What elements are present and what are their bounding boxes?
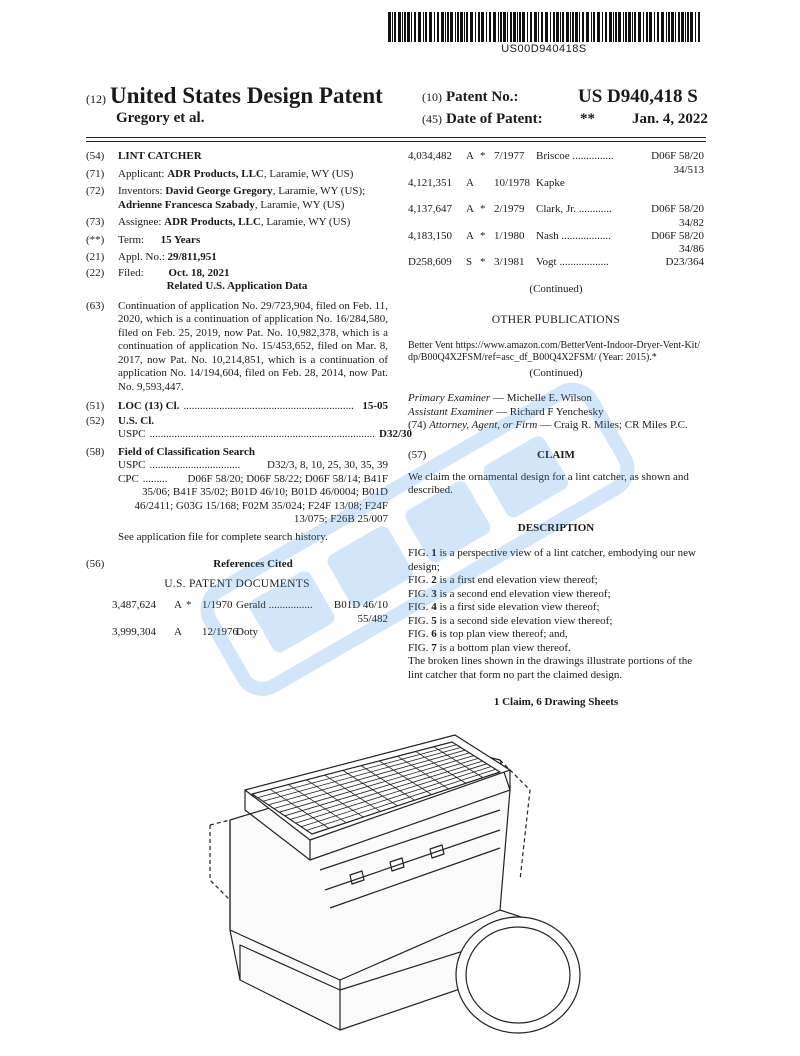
barcode-bar xyxy=(623,12,624,42)
figure-label: FIG. xyxy=(408,587,432,600)
barcode-bar xyxy=(646,12,648,42)
barcode-bar xyxy=(553,12,555,42)
reference-k: A xyxy=(174,625,182,638)
barcode-bar xyxy=(690,12,693,42)
left-reference-list xyxy=(86,599,388,652)
other-publications-heading: OTHER PUBLICATIONS xyxy=(491,314,621,326)
claim-text: We claim the ornamental design for a lint catcher, as shown and described. xyxy=(408,470,689,496)
reference-cl: D06F 58/20 xyxy=(651,150,704,162)
figure-number: 7 xyxy=(431,641,437,654)
barcode-bar xyxy=(388,12,391,42)
claim-heading: CLAIM xyxy=(537,448,575,461)
figure-number: 2 xyxy=(431,574,437,586)
continuation-text: Continuation of application No. 29/723,904, filed on Feb. 11, 2020, which is a continuation of application No. 16/284,580, filed on Feb. 25, 2019, now Pat. No. 10,982,378, which is a continuation of application No. 15/453,652, filed on Mar. 8, 2017, now Pat. No. 10,214,851, which is a continuation of application No. 14/194,604, filed on Feb. 28, 2014, now Pat. No. 9,593,447. xyxy=(118,299,388,393)
barcode-bar xyxy=(634,12,636,42)
field-cpc-value: D06F 58/20; D06F 58/22; D06F 58/14; B41F 35/06; B41F 35/02; B01D 46/10; B01D 46/0004; B01D 46/2411; G03G 15/168; F02M 35/024; F24F 13/08; F24F 13/075; F26B 25/007 xyxy=(134,472,388,525)
term-row: (**) Term: 15 Years xyxy=(86,233,201,246)
reference-k: A xyxy=(466,229,474,242)
barcode-bar xyxy=(609,12,612,42)
barcode-bar xyxy=(470,12,473,42)
barcode-bar xyxy=(570,12,571,42)
primary-examiner: Primary Examiner — Michelle E. Wilson xyxy=(408,392,592,404)
barcode-bar xyxy=(500,12,502,42)
patent-date-line xyxy=(422,111,708,128)
patent-type-code: (12) xyxy=(86,92,106,106)
reference-k: A xyxy=(466,150,474,162)
reference-st: * xyxy=(480,203,486,215)
figure-text: is top plan view thereof; and, xyxy=(436,628,568,640)
left-column xyxy=(86,150,413,652)
reference-secondary-class: 34/86 xyxy=(678,243,704,255)
barcode-bar xyxy=(560,12,561,42)
barcode-bar xyxy=(698,12,700,42)
barcode-bar xyxy=(618,12,621,42)
figure-label: FIG. xyxy=(408,628,432,640)
appl-number: 29/811,951 xyxy=(167,251,217,263)
reference-dt: 1/1980 xyxy=(494,229,525,242)
reference-dt: 7/1977 xyxy=(494,150,525,162)
figure-text: is a first side elevation view thereof; xyxy=(436,601,600,613)
barcode-bar xyxy=(566,12,569,42)
barcode-bar xyxy=(530,12,532,42)
assistant-examiner: Assistant Examiner — Richard F Yenchesky xyxy=(408,405,604,418)
figure-description xyxy=(408,642,704,656)
barcode-bar xyxy=(404,12,406,42)
barcode-number: US00D940418S xyxy=(501,43,587,55)
barcode-bar xyxy=(671,12,674,42)
applicant-row: (71) Applicant: ADR Products, LLC, Laramie, WY (US) xyxy=(86,167,354,180)
barcode-bar xyxy=(545,12,548,42)
reference-no: 3,999,304 xyxy=(112,625,156,638)
barcode-bar xyxy=(632,12,633,42)
barcode-bar xyxy=(475,12,476,42)
applicant-name: ADR Products, LLC xyxy=(167,167,264,180)
reference-st: * xyxy=(480,229,486,242)
barcode-bar xyxy=(486,12,487,42)
barcode-bar xyxy=(527,12,528,42)
reference-nm: Briscoe ............... xyxy=(536,150,614,162)
reference-cl: B01D 46/10 xyxy=(333,599,388,611)
reference-dt: 3/1981 xyxy=(494,256,525,268)
barcode-bar xyxy=(649,12,652,42)
barcode-bar xyxy=(418,12,421,42)
reference-secondary-class: 55/482 xyxy=(357,612,388,625)
reference-k: A xyxy=(174,599,182,611)
barcode-bar xyxy=(575,12,578,42)
field-row: (58) Field of Classification Search xyxy=(86,445,255,458)
attorney: (74) Attorney, Agent, or Firm — Craig R. Miles; CR Miles P.C. xyxy=(408,419,688,431)
reference-st: * xyxy=(480,150,486,162)
description-heading: DESCRIPTION xyxy=(517,521,595,534)
reference-nm: Vogt .................. xyxy=(536,256,609,268)
barcode-bar xyxy=(478,12,480,42)
figure-text: is a second end elevation view thereof; xyxy=(436,587,611,600)
reference-secondary-class xyxy=(408,270,704,283)
barcode-bar xyxy=(685,12,686,42)
lint-catcher-drawing xyxy=(200,730,720,1050)
reference-no: 4,137,647 xyxy=(408,203,452,215)
reference-row xyxy=(86,626,388,640)
barcode-bar xyxy=(534,12,537,42)
reference-row xyxy=(408,177,704,191)
barcode-bar xyxy=(425,12,427,42)
barcode-bar xyxy=(513,12,516,42)
barcode-bar xyxy=(460,12,463,42)
barcode-bar xyxy=(455,12,456,42)
barcode-bar xyxy=(445,12,446,42)
inventors-row: (72) Inventors: David George Gregory, Laramie, WY (US); Adrienne Francesca Szabady, Laramie, WY (US) xyxy=(86,185,366,211)
reference-row xyxy=(408,150,704,164)
barcode-bar xyxy=(510,12,512,42)
figure-label: FIG. xyxy=(408,614,432,627)
figure-description xyxy=(408,628,704,642)
figure-label: FIG. xyxy=(408,601,432,613)
figure-label: FIG. xyxy=(408,641,432,654)
inventor-2: Adrienne Francesca Szabady xyxy=(118,198,255,211)
barcode-bar xyxy=(392,12,393,42)
barcode-bar xyxy=(625,12,627,42)
other-publications-text: Better Vent https://www.amazon.com/BetterVent-Indoor-Dryer-Vent-Kit/dp/B00Q4X2FSM/ref=asc_df_B00Q4X2FSM/ (Year: 2015).* xyxy=(408,339,701,363)
figure-number: 5 xyxy=(431,614,437,627)
barcode-bar xyxy=(550,12,551,42)
barcode-bar xyxy=(687,12,689,42)
barcode-bar xyxy=(414,12,416,42)
barcode-bar xyxy=(394,12,396,42)
barcode-bar xyxy=(489,12,491,42)
filed-row: (22) Filed: Oct. 18, 2021 xyxy=(86,266,230,279)
barcode xyxy=(388,12,700,42)
right-reference-list xyxy=(408,150,704,283)
barcode-bar xyxy=(466,12,468,42)
patent-number: US D940,418 S xyxy=(578,86,698,107)
barcode-bar xyxy=(675,12,676,42)
barcode-bar xyxy=(519,12,521,42)
barcode-bar xyxy=(562,12,564,42)
term-value: 15 Years xyxy=(160,233,201,246)
barcode-bar xyxy=(481,12,484,42)
figure-text: is a perspective view of a lint catcher, embodying our new design; xyxy=(408,547,696,573)
claim-heading-row: (57) CLAIM xyxy=(408,449,704,465)
reference-no: D258,609 xyxy=(408,256,452,268)
barcode-bar xyxy=(457,12,459,42)
title-row: (54) LINT CATCHER xyxy=(86,150,388,164)
figure-text: is a bottom plan view thereof. xyxy=(436,641,571,654)
barcode-bar xyxy=(517,12,518,42)
barcode-bar xyxy=(450,12,453,42)
barcode-bar xyxy=(638,12,641,42)
patent-title: LINT CATCHER xyxy=(118,150,202,162)
reference-dt: 1/1970 xyxy=(202,599,233,611)
assignee-row: (73) Assignee: ADR Products, LLC, Laramie, WY (US) xyxy=(86,216,351,228)
patent-date: Jan. 4, 2022 xyxy=(632,111,708,127)
patent-date-code: (45) xyxy=(422,112,442,126)
figure-number: 4 xyxy=(431,601,437,613)
reference-no: 3,487,624 xyxy=(112,599,156,611)
barcode-bar xyxy=(503,12,506,42)
reference-st: * xyxy=(186,599,192,611)
reference-cl: D23/364 xyxy=(665,256,704,268)
continued-1: (Continued) xyxy=(529,282,583,295)
refs-heading: References Cited xyxy=(213,558,293,570)
filed-date: Oct. 18, 2021 xyxy=(168,266,230,279)
inventor-short: Gregory et al. xyxy=(116,110,205,126)
barcode-bar xyxy=(678,12,680,42)
us-patent-docs-heading: U.S. PATENT DOCUMENTS xyxy=(164,577,310,590)
header-rule-thin xyxy=(86,141,706,142)
barcode-bar xyxy=(661,12,664,42)
reference-dt: 10/1978 xyxy=(494,176,531,189)
reference-secondary-class: 34/513 xyxy=(673,163,704,176)
barcode-bar xyxy=(447,12,449,42)
reference-cl: D06F 58/20 xyxy=(651,203,704,215)
barcode-bar xyxy=(597,12,600,42)
reference-nm: Kapke xyxy=(536,176,565,189)
barcode-bar xyxy=(411,12,412,42)
barcode-bar xyxy=(605,12,607,42)
barcode-bar xyxy=(507,12,508,42)
appl-row: (21) Appl. No.: 29/811,951 xyxy=(86,251,217,263)
reference-dt: 2/1979 xyxy=(494,203,525,215)
reference-row xyxy=(408,230,704,244)
barcode-bar xyxy=(695,12,696,42)
figure-list xyxy=(408,547,704,655)
right-column xyxy=(408,150,704,710)
reference-no: 4,034,482 xyxy=(408,150,452,162)
field-uspc-value: D32/3, 8, 10, 25, 30, 35, 39 xyxy=(267,459,388,471)
barcode-bar xyxy=(681,12,684,42)
barcode-bar xyxy=(586,12,589,42)
barcode-bar xyxy=(657,12,659,42)
reference-nm: Clark, Jr. ............ xyxy=(536,203,612,215)
barcode-bar xyxy=(423,12,424,42)
reference-no: 4,121,351 xyxy=(408,176,452,189)
reference-secondary-class xyxy=(86,639,388,652)
assignee-name: ADR Products, LLC xyxy=(164,216,261,228)
patent-type-title: United States Design Patent xyxy=(110,83,383,108)
barcode-bar xyxy=(493,12,496,42)
reference-k: A xyxy=(466,176,474,189)
barcode-bar xyxy=(628,12,631,42)
related-heading: Related U.S. Application Data xyxy=(166,280,308,292)
barcode-bar xyxy=(654,12,655,42)
barcode-bar xyxy=(541,12,543,42)
figure-number: 3 xyxy=(431,587,437,600)
reference-row xyxy=(408,203,704,217)
figure-description xyxy=(408,547,704,574)
barcode-bar xyxy=(429,12,432,42)
figure-text: is a first end elevation view thereof; xyxy=(436,574,598,586)
reference-k: S xyxy=(466,256,473,268)
continuation-row: (63) Continuation of application No. 29/723,904, filed on Feb. 11, 2020, which is a continuation of application No. 16/284,580, filed on Feb. 25, 2019, now Pat. No. 10,982,378, which is a continuation of application No. 15/453,652, filed on Mar. 8, 2017, now Pat. No. 10,214,851, which is a continuation of application No. 14/194,604, filed on Feb. 28, 2014, now Pat. No. 9,593,447. xyxy=(86,299,388,393)
broken-lines-note: The broken lines shown in the drawings illustrate portions of the lint catcher that form no part the claimed design. xyxy=(408,655,693,681)
header-rule xyxy=(86,137,706,138)
uspc-value: D32/30 xyxy=(379,428,413,440)
barcode-bar xyxy=(402,12,403,42)
patent-number-code: (10) xyxy=(422,90,442,104)
field-uspc-row: USPC ................................. D32/3, 8, 10, 25, 30, 35, 39 xyxy=(118,459,388,471)
reference-cl: D06F 58/20 xyxy=(651,229,704,242)
patent-number-label: Patent No.: xyxy=(446,89,519,105)
figure-number: 6 xyxy=(431,628,437,640)
patent-date-label: Date of Patent: xyxy=(446,111,543,127)
barcode-bar xyxy=(464,12,465,42)
reference-nm: Gerald ................ xyxy=(236,599,313,611)
reference-row xyxy=(408,256,704,270)
barcode-bar xyxy=(579,12,580,42)
barcode-bar xyxy=(437,12,439,42)
barcode-bar xyxy=(556,12,559,42)
barcode-bar xyxy=(643,12,644,42)
barcode-bar xyxy=(398,12,401,42)
patent-type xyxy=(86,83,383,109)
reference-k: A xyxy=(466,203,474,215)
reference-st: * xyxy=(480,256,486,268)
loc-row: (51) LOC (13) Cl. .............................................................. 15-05 xyxy=(86,400,388,412)
loc-value: 15-05 xyxy=(362,400,388,412)
uscl-row: (52) U.S. Cl. xyxy=(86,414,155,427)
barcode-bar xyxy=(613,12,614,42)
uspc-row: USPC .................................................................................. D32/30 xyxy=(118,428,413,440)
figure-label: FIG. xyxy=(408,547,432,559)
reference-nm: Doty xyxy=(236,625,258,638)
reference-secondary-class: 34/82 xyxy=(678,216,704,229)
field-cpc-row: CPC ......... D06F 58/20; D06F 58/22; D06F 58/14; B41F 35/06; B41F 35/02; B01D 46/10; B01D 46/0004; B01D 46/2411; G03G 15/168; F02M 35/024; F24F 13/08; F24F 13/075; F26B 25/007 xyxy=(118,472,388,525)
inventor-1: David George Gregory xyxy=(165,185,273,197)
reference-no: 4,183,150 xyxy=(408,229,452,242)
figure-description xyxy=(408,574,704,588)
claims-sheets: 1 Claim, 6 Drawing Sheets xyxy=(493,696,619,708)
refs-row: (56) References Cited xyxy=(86,558,388,572)
reference-row xyxy=(86,599,388,613)
figure-text: is a second side elevation view thereof; xyxy=(436,614,613,627)
figure-description xyxy=(408,588,704,602)
barcode-bar xyxy=(498,12,499,42)
barcode-bar xyxy=(434,12,435,42)
figure-number: 1 xyxy=(431,547,437,559)
barcode-bar xyxy=(441,12,444,42)
barcode-bar xyxy=(572,12,574,42)
barcode-bar xyxy=(615,12,617,42)
continued-2: (Continued) xyxy=(529,366,583,379)
barcode-bar xyxy=(602,12,603,42)
figure-description xyxy=(408,615,704,629)
figure-label: FIG. xyxy=(408,574,432,586)
barcode-bar xyxy=(666,12,667,42)
barcode-bar xyxy=(582,12,584,42)
reference-dt: 12/1976 xyxy=(202,625,239,638)
barcode-bar xyxy=(591,12,592,42)
see-app-row: See application file for complete search history. xyxy=(118,530,328,543)
patent-date-star: ** xyxy=(580,111,595,127)
barcode-bar xyxy=(538,12,539,42)
barcode-bar xyxy=(593,12,595,42)
reference-secondary-class xyxy=(408,190,704,203)
patent-number-line xyxy=(422,86,698,107)
barcode-bar xyxy=(522,12,525,42)
figure-description xyxy=(408,601,704,615)
barcode-bar xyxy=(668,12,670,42)
barcode-bar xyxy=(407,12,410,42)
reference-nm: Nash .................. xyxy=(536,229,611,242)
